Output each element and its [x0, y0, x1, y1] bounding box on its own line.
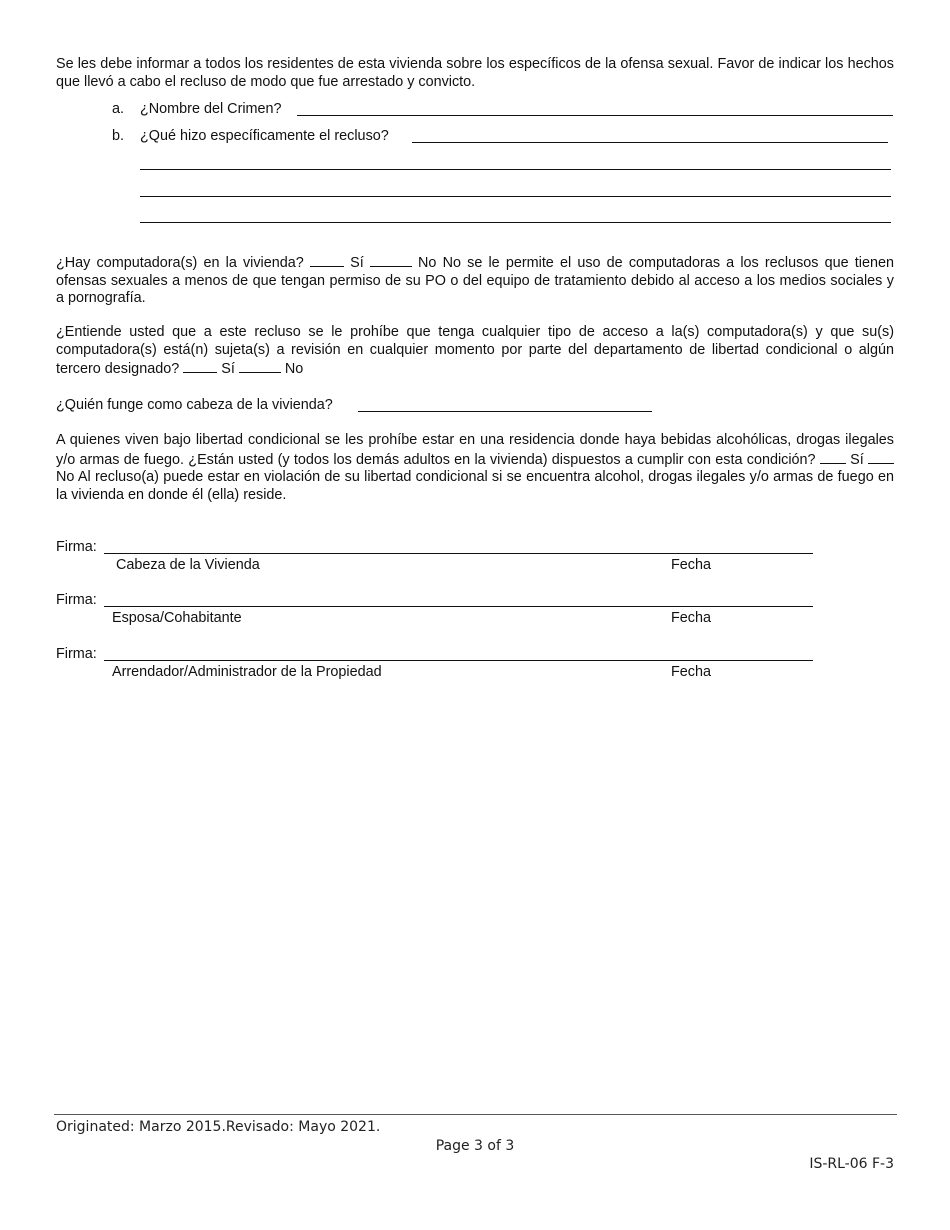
signature-role-head: Cabeza de la Vivienda — [116, 557, 260, 573]
signature-label-3: Firma: — [56, 646, 97, 662]
crime-details-line-3[interactable] — [140, 196, 891, 197]
signature-role-spouse: Esposa/Cohabitante — [112, 610, 242, 626]
access-paragraph — [56, 324, 894, 379]
parole-paragraph — [56, 432, 894, 504]
signature-label-2: Firma: — [56, 592, 97, 608]
access-question: ¿Entiende usted que a este recluso se le prohíbe que tenga cualquier tipo de acceso a la(s) computadora(s) y que su(s) computadora(s) está(n) sujeta(s) a revisión en cualquier momento por parte del departamento de libertad condicional o algún tercero designado? — [56, 324, 894, 377]
crime-details-line-4[interactable] — [140, 222, 891, 223]
signature-role-landlord: Arrendador/Administrador de la Propiedad — [112, 664, 382, 680]
signature-line-spouse[interactable] — [104, 606, 813, 607]
footer-divider — [54, 1114, 897, 1115]
computers-paragraph — [56, 253, 894, 308]
computers-yes-label: Sí — [350, 255, 364, 271]
head-field[interactable] — [358, 411, 652, 412]
computers-yes-blank[interactable] — [310, 253, 344, 267]
intro-paragraph: Se les debe informar a todos los residentes de esta vivienda sobre los específicos de la ofensa sexual. Favor de indicar los hechos que llevó a cabo el recluso de modo que fue arrestado y convicto. — [56, 56, 894, 90]
parole-yes-blank[interactable] — [820, 450, 846, 464]
item-a-marker: a. — [112, 101, 125, 117]
computers-no-blank[interactable] — [370, 253, 412, 267]
signature-date-label-3: Fecha — [671, 664, 711, 680]
footer-form-id: IS-RL-06 F-3 — [809, 1156, 894, 1172]
access-yes-blank[interactable] — [183, 359, 217, 373]
access-no-blank[interactable] — [239, 359, 281, 373]
parole-no-blank[interactable] — [868, 450, 894, 464]
signature-line-landlord[interactable] — [104, 660, 813, 661]
crime-name-label: ¿Nombre del Crimen? — [140, 101, 282, 117]
parole-yes-label: Sí — [850, 451, 864, 468]
access-yes-label: Sí — [221, 361, 235, 377]
crime-name-field[interactable] — [297, 115, 893, 116]
item-b-marker: b. — [112, 128, 125, 144]
signature-date-label-2: Fecha — [671, 610, 711, 626]
footer-originated: Originated: Marzo 2015.Revisado: Mayo 2021. — [56, 1119, 381, 1135]
computers-question: ¿Hay computadora(s) en la vivienda? — [56, 255, 304, 271]
signature-line-head[interactable] — [104, 553, 813, 554]
parole-text: A quienes viven bajo libertad condicional se les prohíbe estar en una residencia donde haya bebidas alcohólicas, drogas ilegales y/o armas de fuego. ¿Están usted (y todos los demás adultos en la vivienda) dispuestos a cumplir con esta condición? — [56, 432, 894, 468]
crime-details-field[interactable] — [412, 142, 888, 143]
crime-details-label: ¿Qué hizo específicamente el recluso? — [140, 128, 389, 144]
crime-details-line-2[interactable] — [140, 169, 891, 170]
access-no-label: No — [284, 361, 304, 377]
computers-no-label: No — [418, 255, 437, 271]
signature-date-label-1: Fecha — [671, 557, 711, 573]
footer-page-number: Page 3 of 3 — [435, 1138, 515, 1154]
computers-notice: No se le permite el uso de computadoras a los reclusos que tienen ofensas sexuales a menos de que tengan permiso de su PO o del equipo de tratamiento debido al acceso a los medios sociales y a pornografía. — [56, 255, 894, 306]
head-question: ¿Quién funge como cabeza de la vivienda? — [56, 397, 333, 413]
parole-no-text: No Al recluso(a) puede estar en violación de su libertad condicional si se encuentra alcohol, drogas ilegales y/o armas de fuego en la vivienda en donde él (ella) reside. — [56, 469, 894, 503]
signature-label-1: Firma: — [56, 539, 97, 555]
